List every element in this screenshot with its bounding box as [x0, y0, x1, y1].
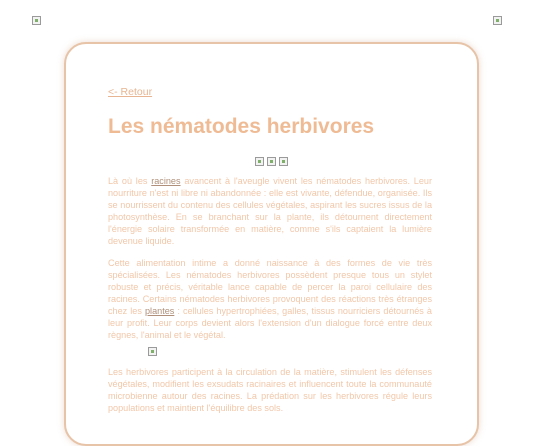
- link-racines[interactable]: racines: [151, 176, 181, 186]
- broken-image-icon: [279, 157, 288, 166]
- paragraph-role: [108, 366, 432, 414]
- page-title: Les nématodes herbivores: [108, 115, 375, 138]
- paragraph-text: : cellules hypertrophiées, galles, tissus nourriciers détournés à leur profit. Leur corps devient alors l'extension d'un dialogue forcé entre deux règnes, l'animal et le végétal.: [108, 306, 432, 340]
- paragraph-text: Là où les: [108, 176, 152, 186]
- broken-image-icon: [267, 157, 276, 166]
- paragraph-text: avancent à l'aveugle vivent les nématodes herbivores. Leur nourriture n'est ni libre ni abandonnée : elle est vivante, défendue, organisée. Ils se nourrissent du contenu des cellules végétales, aspirant les sucres issus de la photosynthèse. En se branchant sur la plante, ils détournent directement l'énergie solaire transformée en matière, comme s'ils captaient la lumière devenue liquide.: [108, 176, 432, 246]
- paragraph-text: Les herbivores participent à la circulation de la matière, stimulent les défenses végétales, modifient les exsudats racinaires et influencent toute la communauté microbienne autour des racines. La prédation sur les herbivores régule leurs populations et maintient l'équilibre des sols.: [108, 367, 432, 413]
- broken-image-icon: [493, 16, 502, 25]
- broken-image-icon: [148, 347, 157, 356]
- paragraph-intro: [108, 175, 432, 247]
- link-plantes[interactable]: plantes: [145, 306, 175, 316]
- back-link[interactable]: <- Retour: [108, 86, 153, 98]
- paragraph-text: Cette alimentation intime a donné naissance à des formes de vie très spécialisées. Les nématodes herbivores possèdent presque tous un stylet robuste et précis, véritable lance capable de percer la paroi cellulaire des racines. Certains nématodes herbivores provoquent des réactions très étranges chez les: [108, 258, 432, 316]
- broken-image-icon: [255, 157, 264, 166]
- broken-image-icon: [32, 16, 41, 25]
- paragraph-specialisation: [108, 257, 432, 341]
